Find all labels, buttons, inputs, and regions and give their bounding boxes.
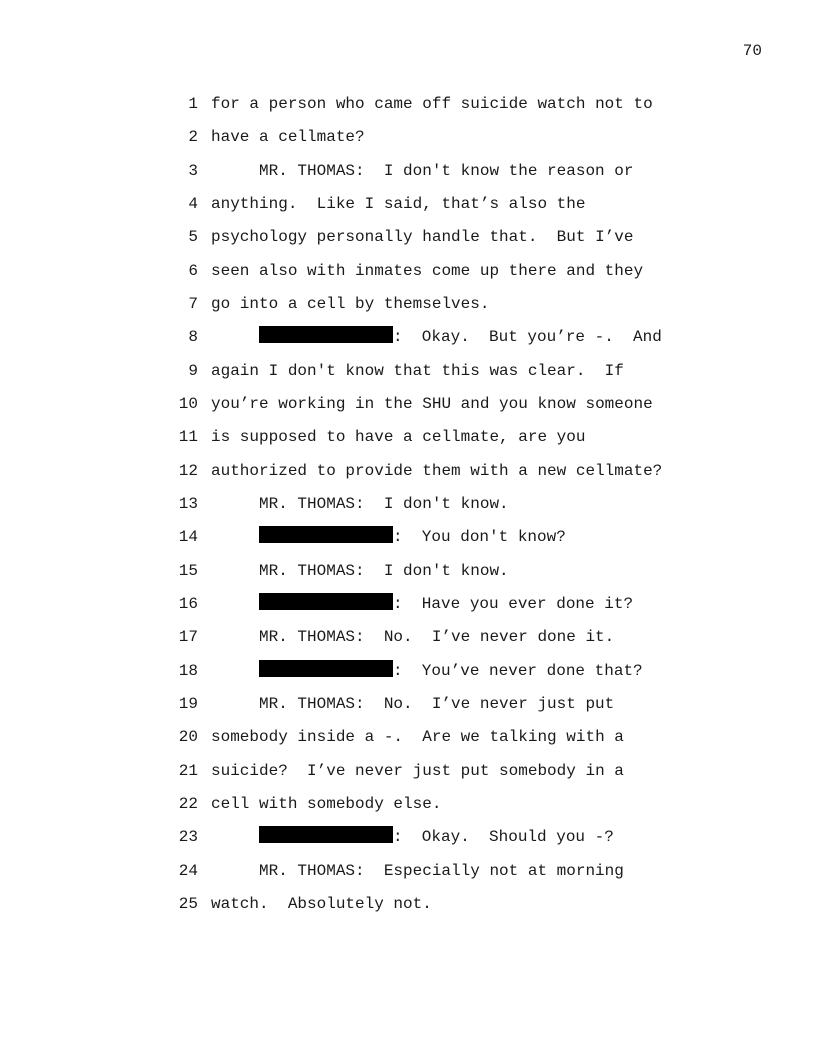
line-number: 15	[178, 561, 198, 580]
line-content: authorized to provide them with a new cellmate?	[211, 461, 663, 480]
line-number: 22	[178, 794, 198, 813]
line-content: : Have you ever done it?	[393, 594, 634, 613]
line-number: 11	[178, 428, 198, 447]
line-number: 14	[178, 528, 198, 547]
line-text	[259, 821, 614, 854]
line-text	[259, 488, 509, 521]
line-content: : You’ve never done that?	[393, 661, 643, 680]
line-number: 17	[178, 628, 198, 647]
transcript-line	[0, 155, 816, 188]
line-number: 16	[178, 594, 198, 613]
line-content: you’re working in the SHU and you know someone	[211, 394, 653, 413]
line-content: psychology personally handle that. But I’ve	[211, 228, 634, 247]
transcript-line	[0, 255, 816, 288]
line-content: : Okay. But you’re -. And	[393, 328, 662, 347]
line-number: 10	[178, 394, 198, 413]
line-text	[259, 621, 614, 654]
line-text	[259, 321, 662, 354]
line-content: go into a cell by themselves.	[211, 294, 490, 313]
transcript-line	[0, 488, 816, 521]
redaction-bar	[259, 660, 393, 677]
line-content: suicide? I’ve never just put somebody in a	[211, 761, 624, 780]
line-number: 24	[178, 861, 198, 880]
line-text	[259, 155, 633, 188]
line-text	[259, 688, 614, 721]
transcript-line	[0, 355, 816, 388]
line-content: again I don't know that this was clear. If	[211, 361, 624, 380]
line-text	[211, 121, 365, 154]
transcript-line	[0, 788, 816, 821]
line-content: watch. Absolutely not.	[211, 894, 432, 913]
line-number: 2	[188, 128, 198, 147]
line-number: 6	[188, 261, 198, 280]
line-number: 25	[178, 894, 198, 913]
transcript-line	[0, 721, 816, 754]
transcript-lines	[0, 88, 816, 921]
redaction-bar	[259, 826, 393, 843]
line-text	[211, 455, 662, 488]
line-content: somebody inside a -. Are we talking with a	[211, 728, 624, 747]
transcript-line	[0, 655, 816, 688]
line-content: have a cellmate?	[211, 128, 365, 147]
line-content: is supposed to have a cellmate, are you	[211, 428, 586, 447]
transcript-line	[0, 321, 816, 354]
transcript-line	[0, 388, 816, 421]
line-number: 1	[188, 95, 198, 113]
line-content: : Okay. Should you -?	[393, 828, 614, 847]
line-text	[211, 188, 585, 221]
line-text	[211, 221, 633, 254]
line-content: cell with somebody else.	[211, 794, 442, 813]
transcript-line	[0, 88, 816, 121]
line-text	[259, 588, 633, 621]
transcript-line	[0, 221, 816, 254]
line-content: MR. THOMAS: Especially not at morning	[259, 861, 624, 880]
line-text	[211, 388, 653, 421]
redaction-bar	[259, 526, 393, 543]
line-content: seen also with inmates come up there and they	[211, 261, 644, 280]
transcript-line	[0, 421, 816, 454]
line-text	[211, 421, 585, 454]
line-text	[259, 521, 566, 554]
transcript-line	[0, 588, 816, 621]
line-content: MR. THOMAS: No. I’ve never done it.	[259, 628, 615, 647]
redaction-bar	[259, 593, 393, 610]
line-content: anything. Like I said, that’s also the	[211, 194, 586, 213]
line-text	[259, 855, 624, 888]
transcript-line	[0, 755, 816, 788]
line-text	[259, 655, 643, 688]
page-number: 70	[742, 42, 762, 60]
line-content: MR. THOMAS: I don't know.	[259, 494, 509, 513]
transcript-line	[0, 455, 816, 488]
line-content: : You don't know?	[393, 528, 566, 547]
line-text	[211, 788, 441, 821]
transcript-line	[0, 121, 816, 154]
line-number: 19	[178, 694, 198, 713]
line-text	[211, 288, 489, 321]
line-content: MR. THOMAS: I don't know the reason or	[259, 161, 634, 180]
transcript-line	[0, 288, 816, 321]
line-number: 18	[178, 661, 198, 680]
transcript-line	[0, 188, 816, 221]
redaction-bar	[259, 326, 393, 343]
line-number: 5	[188, 228, 198, 247]
line-content: MR. THOMAS: I don't know.	[259, 561, 509, 580]
line-number: 8	[188, 328, 198, 347]
line-number: 12	[178, 461, 198, 480]
line-text	[259, 555, 509, 588]
line-content: MR. THOMAS: No. I’ve never just put	[259, 694, 615, 713]
line-number: 21	[178, 761, 198, 780]
transcript-line	[0, 555, 816, 588]
line-text	[211, 88, 653, 121]
line-number: 20	[178, 728, 198, 747]
line-text	[211, 255, 643, 288]
line-text	[211, 888, 432, 921]
transcript-line	[0, 821, 816, 854]
transcript-line	[0, 521, 816, 554]
transcript-line	[0, 621, 816, 654]
line-number: 7	[188, 294, 198, 313]
line-number: 9	[188, 361, 198, 380]
line-number: 3	[188, 161, 198, 180]
line-number: 23	[178, 828, 198, 847]
transcript-line	[0, 855, 816, 888]
line-text	[211, 721, 624, 754]
line-number: 4	[188, 194, 198, 213]
line-text	[211, 755, 624, 788]
transcript-line	[0, 688, 816, 721]
line-text	[211, 355, 624, 388]
transcript-line	[0, 888, 816, 921]
line-number: 13	[178, 494, 198, 513]
line-content: for a person who came off suicide watch not to	[211, 95, 653, 113]
